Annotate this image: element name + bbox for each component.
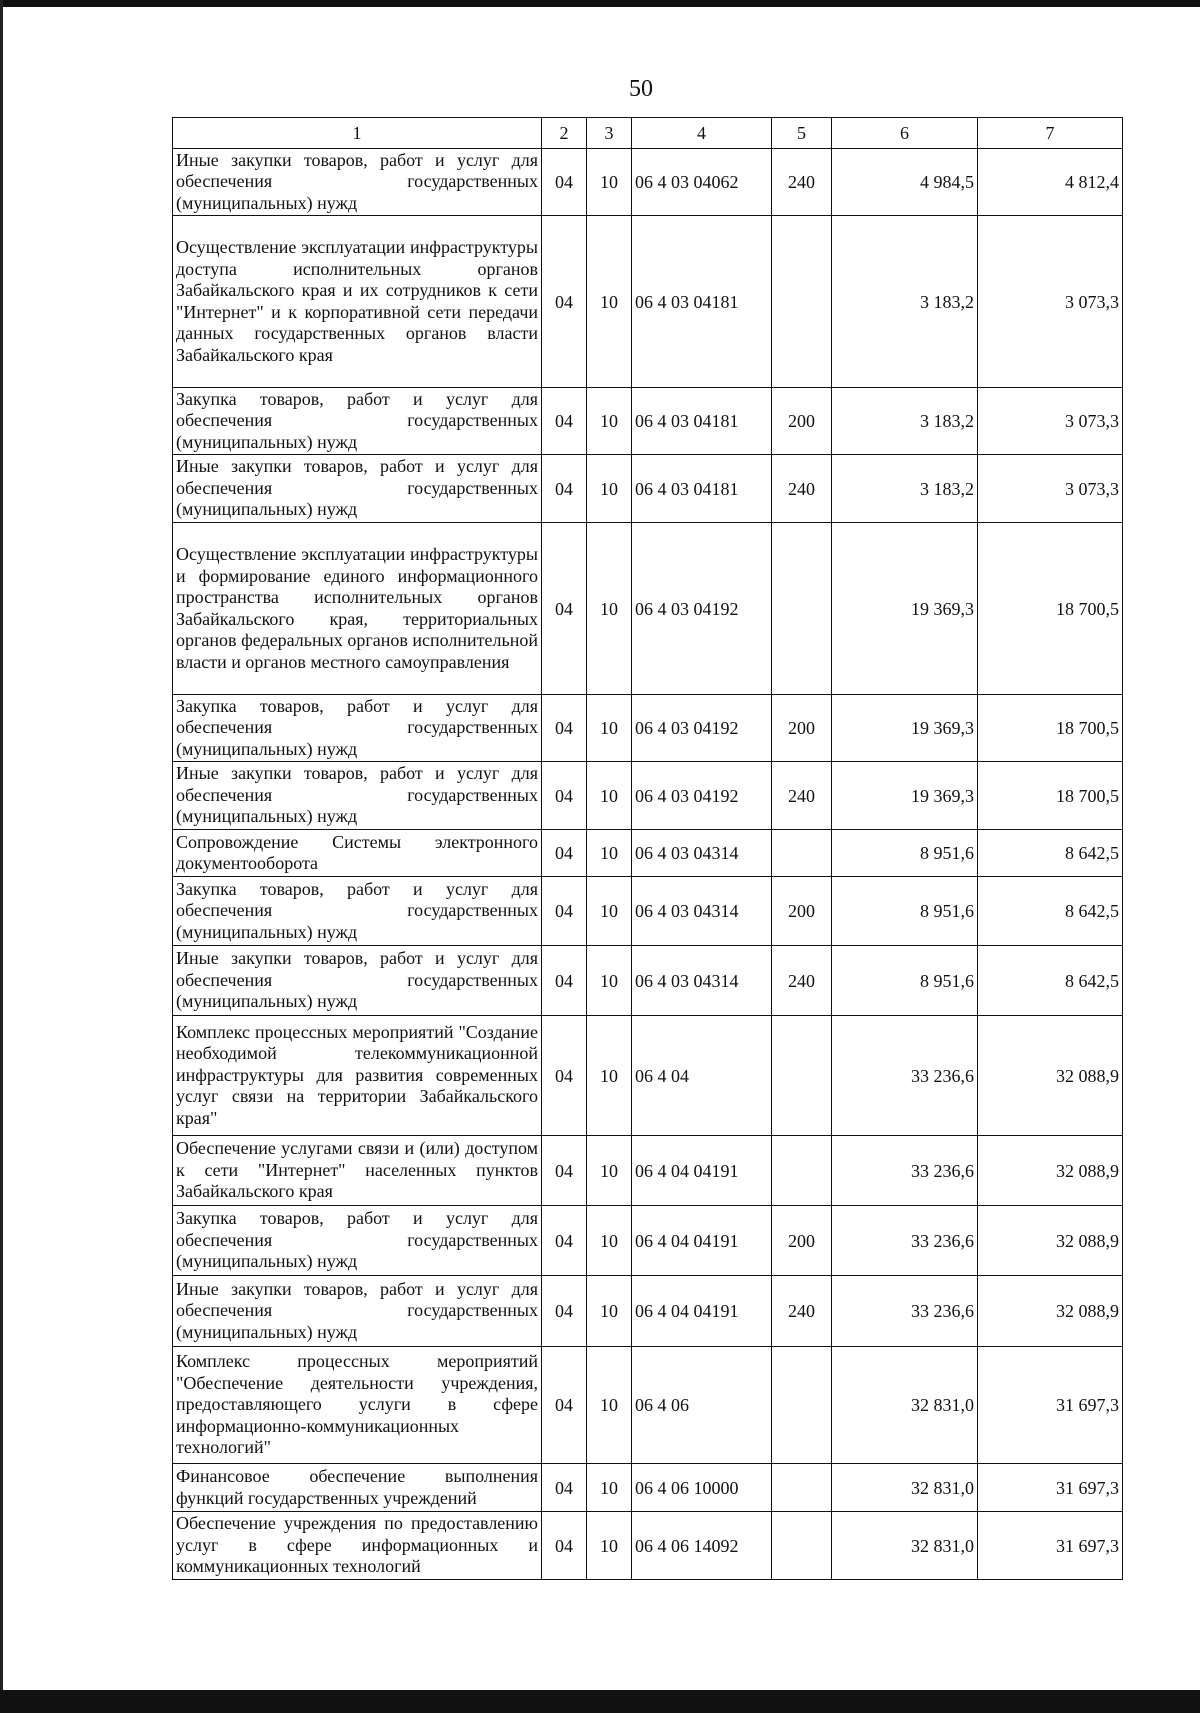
scan-top-border [0,0,1200,7]
row-target-code: 06 4 03 04181 [632,455,772,523]
row-expense-type [772,1512,832,1580]
row-expense-type: 240 [772,1276,832,1347]
row-amount-col6: 19 369,3 [832,695,978,762]
row-amount-col7: 3 073,3 [978,216,1123,388]
row-subsection: 10 [587,149,632,216]
row-subsection: 10 [587,877,632,946]
row-section: 04 [542,149,587,216]
row-subsection: 10 [587,1347,632,1464]
row-target-code: 06 4 03 04192 [632,762,772,830]
table-row [173,1347,1123,1464]
row-amount-col7: 8 642,5 [978,946,1123,1016]
table-row [173,1206,1123,1276]
row-subsection: 10 [587,695,632,762]
row-amount-col6: 19 369,3 [832,762,978,830]
row-target-code: 06 4 03 04181 [632,216,772,388]
row-name: Иные закупки товаров, работ и услуг для обеспечения государственных (муниципальных) нужд [173,149,542,216]
row-expense-type: 240 [772,946,832,1016]
row-amount-col6: 8 951,6 [832,830,978,877]
row-expense-type [772,523,832,695]
row-amount-col6: 3 183,2 [832,216,978,388]
scan-left-border [0,0,3,1713]
row-amount-col6: 32 831,0 [832,1347,978,1464]
row-name: Комплекс процессных мероприятий "Создание необходимой телекоммуникационной инфраструктуры для развития современных услуг связи на территории Забайкальского края" [173,1016,542,1136]
row-name: Иные закупки товаров, работ и услуг для обеспечения государственных (муниципальных) нужд [173,762,542,830]
row-section: 04 [542,877,587,946]
row-amount-col6: 32 831,0 [832,1512,978,1580]
table-body [173,149,1123,1580]
row-expense-type [772,830,832,877]
row-amount-col6: 3 183,2 [832,388,978,455]
table-row [173,1464,1123,1512]
row-target-code: 06 4 03 04314 [632,830,772,877]
row-section: 04 [542,1276,587,1347]
table-row [173,1016,1123,1136]
scan-bottom-border [0,1690,1200,1713]
row-amount-col6: 8 951,6 [832,946,978,1016]
row-amount-col7: 18 700,5 [978,762,1123,830]
row-amount-col6: 3 183,2 [832,455,978,523]
row-target-code: 06 4 04 04191 [632,1206,772,1276]
row-target-code: 06 4 06 14092 [632,1512,772,1580]
table-row [173,216,1123,388]
row-subsection: 10 [587,1206,632,1276]
table-row [173,1136,1123,1206]
row-expense-type: 240 [772,149,832,216]
row-section: 04 [542,1512,587,1580]
row-amount-col7: 31 697,3 [978,1464,1123,1512]
row-section: 04 [542,1347,587,1464]
row-amount-col6: 4 984,5 [832,149,978,216]
row-amount-col7: 32 088,9 [978,1136,1123,1206]
row-amount-col7: 3 073,3 [978,388,1123,455]
row-expense-type: 240 [772,455,832,523]
header-col-7: 7 [978,118,1123,149]
row-amount-col7: 8 642,5 [978,877,1123,946]
row-expense-type [772,1464,832,1512]
row-name: Обеспечение учреждения по предоставлению услуг в сфере информационных и коммуникационных технологий [173,1512,542,1580]
row-target-code: 06 4 06 10000 [632,1464,772,1512]
row-amount-col6: 33 236,6 [832,1276,978,1347]
row-amount-col7: 3 073,3 [978,455,1123,523]
row-amount-col7: 32 088,9 [978,1206,1123,1276]
table-row [173,1276,1123,1347]
page-number: 50 [629,76,653,102]
row-amount-col6: 8 951,6 [832,877,978,946]
row-expense-type: 200 [772,695,832,762]
row-name: Комплекс процессных мероприятий "Обеспечение деятельности учреждения, предоставляющего услуги в сфере информационно-коммуникационных технологий" [173,1347,542,1464]
table-row [173,455,1123,523]
header-col-5: 5 [772,118,832,149]
row-subsection: 10 [587,762,632,830]
row-target-code: 06 4 03 04192 [632,695,772,762]
row-target-code: 06 4 06 [632,1347,772,1464]
row-section: 04 [542,830,587,877]
table-row [173,523,1123,695]
row-target-code: 06 4 03 04314 [632,877,772,946]
row-name: Осуществление эксплуатации инфраструктуры и формирование единого информационного пространства исполнительных органов Забайкальского края, территориальных органов федеральных органов исполнительной власти и органов местного самоуправления [173,523,542,695]
row-section: 04 [542,1464,587,1512]
row-section: 04 [542,216,587,388]
row-name: Сопровождение Системы электронного документооборота [173,830,542,877]
row-amount-col6: 19 369,3 [832,523,978,695]
row-subsection: 10 [587,1512,632,1580]
row-expense-type: 240 [772,762,832,830]
row-subsection: 10 [587,216,632,388]
row-expense-type: 200 [772,388,832,455]
row-name: Иные закупки товаров, работ и услуг для обеспечения государственных (муниципальных) нужд [173,455,542,523]
row-target-code: 06 4 03 04062 [632,149,772,216]
row-target-code: 06 4 03 04181 [632,388,772,455]
row-amount-col6: 33 236,6 [832,1136,978,1206]
row-target-code: 06 4 04 [632,1016,772,1136]
row-subsection: 10 [587,388,632,455]
row-section: 04 [542,946,587,1016]
row-target-code: 06 4 03 04314 [632,946,772,1016]
row-name: Закупка товаров, работ и услуг для обеспечения государственных (муниципальных) нужд [173,1206,542,1276]
table-row [173,1512,1123,1580]
row-amount-col7: 8 642,5 [978,830,1123,877]
table-row [173,946,1123,1016]
row-amount-col7: 4 812,4 [978,149,1123,216]
row-amount-col7: 31 697,3 [978,1347,1123,1464]
row-amount-col6: 33 236,6 [832,1016,978,1136]
row-subsection: 10 [587,1464,632,1512]
table-row [173,388,1123,455]
row-subsection: 10 [587,1016,632,1136]
row-name: Иные закупки товаров, работ и услуг для обеспечения государственных (муниципальных) нужд [173,1276,542,1347]
row-expense-type [772,1347,832,1464]
row-target-code: 06 4 04 04191 [632,1136,772,1206]
row-expense-type: 200 [772,1206,832,1276]
table-row [173,830,1123,877]
row-expense-type [772,1016,832,1136]
row-amount-col7: 32 088,9 [978,1276,1123,1347]
row-amount-col7: 31 697,3 [978,1512,1123,1580]
table-row [173,762,1123,830]
row-section: 04 [542,695,587,762]
row-name: Финансовое обеспечение выполнения функций государственных учреждений [173,1464,542,1512]
row-subsection: 10 [587,946,632,1016]
row-subsection: 10 [587,830,632,877]
row-name: Иные закупки товаров, работ и услуг для обеспечения государственных (муниципальных) нужд [173,946,542,1016]
row-amount-col7: 18 700,5 [978,523,1123,695]
table-row [173,877,1123,946]
row-subsection: 10 [587,523,632,695]
header-row [173,118,1123,149]
row-amount-col7: 18 700,5 [978,695,1123,762]
row-expense-type [772,1136,832,1206]
header-col-1: 1 [173,118,542,149]
row-amount-col6: 33 236,6 [832,1206,978,1276]
row-section: 04 [542,1016,587,1136]
row-subsection: 10 [587,1136,632,1206]
row-amount-col6: 32 831,0 [832,1464,978,1512]
header-col-4: 4 [632,118,772,149]
row-expense-type [772,216,832,388]
row-name: Закупка товаров, работ и услуг для обеспечения государственных (муниципальных) нужд [173,388,542,455]
table-header [173,118,1123,149]
row-section: 04 [542,762,587,830]
row-subsection: 10 [587,455,632,523]
row-target-code: 06 4 04 04191 [632,1276,772,1347]
row-name: Закупка товаров, работ и услуг для обеспечения государственных (муниципальных) нужд [173,877,542,946]
row-section: 04 [542,523,587,695]
row-section: 04 [542,388,587,455]
row-name: Обеспечение услугами связи и (или) доступом к сети "Интернет" населенных пунктов Забайкальского края [173,1136,542,1206]
row-name: Осуществление эксплуатации инфраструктуры доступа исполнительных органов Забайкальского края и их сотрудников к сети "Интернет" и к корпоративной сети передачи данных государственных органов власти Забайкальского края [173,216,542,388]
row-amount-col7: 32 088,9 [978,1016,1123,1136]
header-col-6: 6 [832,118,978,149]
row-section: 04 [542,1136,587,1206]
row-subsection: 10 [587,1276,632,1347]
table-row [173,695,1123,762]
row-section: 04 [542,455,587,523]
row-target-code: 06 4 03 04192 [632,523,772,695]
header-col-2: 2 [542,118,587,149]
row-expense-type: 200 [772,877,832,946]
row-name: Закупка товаров, работ и услуг для обеспечения государственных (муниципальных) нужд [173,695,542,762]
header-col-3: 3 [587,118,632,149]
row-section: 04 [542,1206,587,1276]
table-row [173,149,1123,216]
budget-table [172,117,1123,1580]
